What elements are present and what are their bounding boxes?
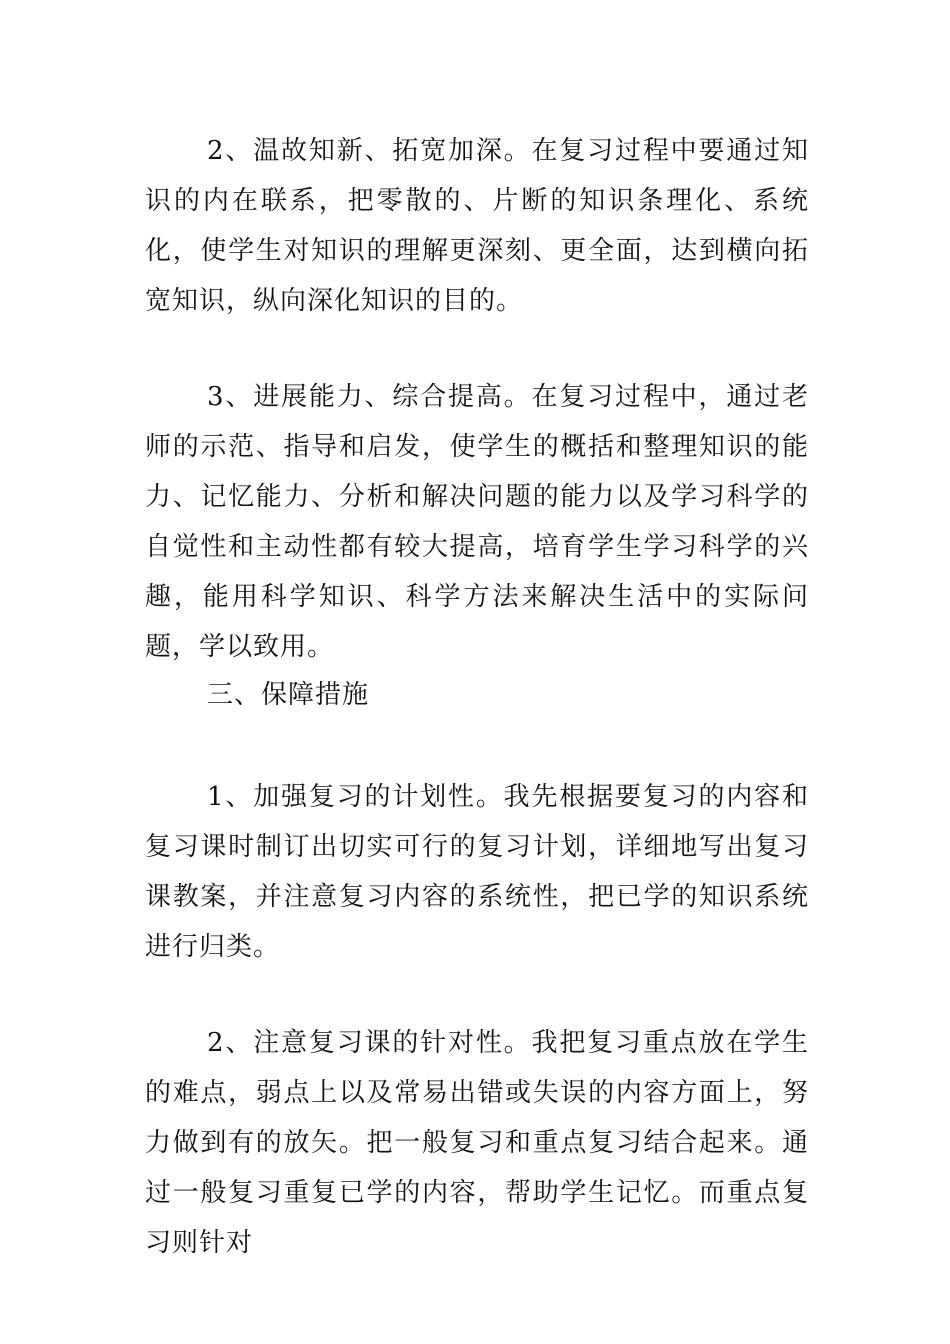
section-heading-measures: 三、保障措施	[207, 680, 370, 710]
paragraph-review-goal-3: 3、进展能力、综合提高。在复习过程中，通过老师的示范、指导和启发，使学生的概括和整理知识的能力、记忆能力、分析和解决问题的能力以及学习科学的自觉性和主动性都有较大提高，培育学生学习科学的兴趣，能用科学知识、科学方法来解决生活中的实际问题，学以致用。	[145, 382, 809, 662]
paragraph-review-goal-2: 2、温故知新、拓宽加深。在复习过程中要通过知识的内在联系，把零散的、片断的知识条理化、系统化，使学生对知识的理解更深刻、更全面，达到横向拓宽知识，纵向深化知识的目的。	[145, 136, 809, 316]
paragraph-measure-2: 2、注意复习课的针对性。我把复习重点放在学生的难点，弱点上以及常易出错或失误的内容方面上，努力做到有的放矢。把一般复习和重点复习结合起来。通过一般复习重复已学的内容，帮助学生记忆。而重点复习则针对	[145, 1028, 809, 1258]
paragraph-measure-1: 1、加强复习的计划性。我先根据要复习的内容和复习课时制订出切实可行的复习计划，详细地写出复习课教案，并注意复习内容的系统性，把已学的知识系统进行归类。	[145, 782, 809, 962]
